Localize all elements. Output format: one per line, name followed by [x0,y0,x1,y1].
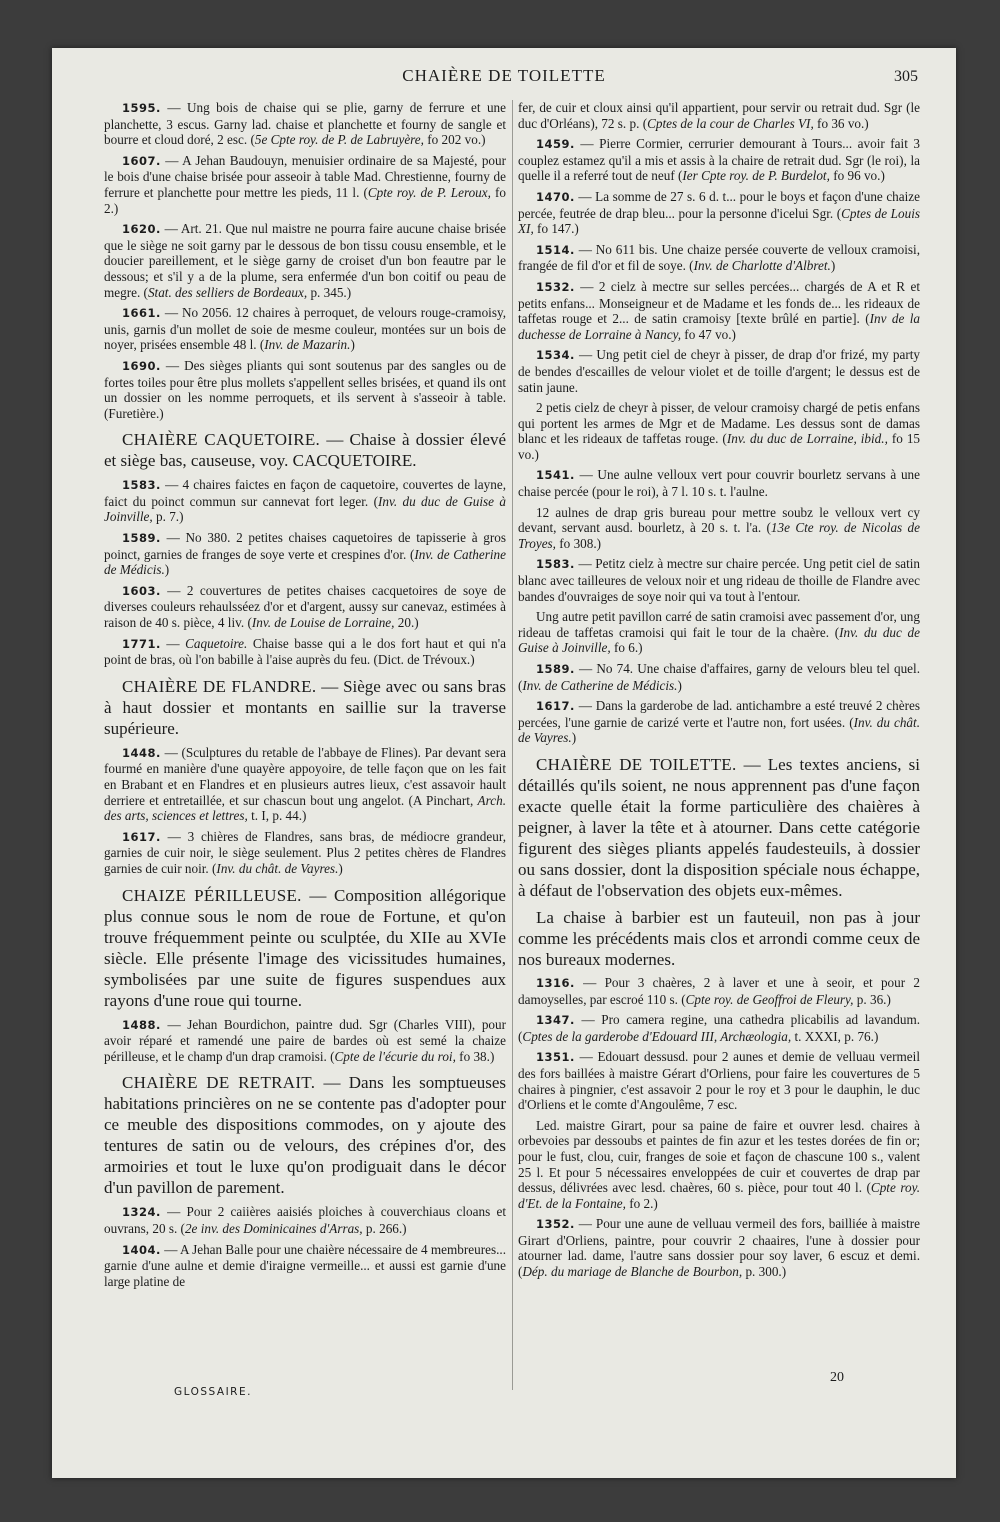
entry-source: Inv. du duc de Guise à Joinville, [518,624,920,656]
entry-date: 1470. [536,189,575,204]
entry-text: 12 aulnes de drap gris bureau pour mettre soubz le velloux vert cy devant, servant ausd. bourletz, à 20 s. t. l'a. ( [518,504,920,536]
headword-definition: — Dans les somptueuses habitations princières on ne se contente pas d'adopter pour ce meuble des dispositions commodes, on y ajoute des tentures de satin ou de velours, des crépines d'or, des armoiries et tout le luxe qu'on prodiguait dans le décor d'un pavillon de parement. [104,1073,506,1198]
entry-date: 1459. [536,137,575,152]
entry-tail: 20.) [394,615,419,631]
entry-text: — No 380. 2 petites chaises caquetoires de tapisserie à gros poinct, garnies de franges de soye verte et crespines d'or. ( [104,530,506,562]
headword-retrait [104,1072,506,1198]
entry-text: — Edouart dessusd. pour 2 aunes et demie de velluau vermeil des fors baillées à maistre Gérart d'Orliens, pour faire les couvertures de 5 chaires à pingnier, c'est assavoir 2 pour le roy et 3 pour le dauphin, le duc d'Orliens et le comte d'Angoulême, 7 esc. [518,1049,920,1113]
entry-text: — (Sculptures du retable de l'abbaye de Flines). Par devant sera fourmé en manière d'une quayère appoyoire, de telle façon que on les fait en Brabant et en Flandres et en plusieurs autres lieux, c'est assavoir hault derriere et entretaillée, et sur chascun bout ung angelot. (A Pinchart, [104,744,506,808]
entry-date: 1620. [122,222,161,237]
entry-source: Caquetoire. [185,635,248,651]
entry-source: Inv de la duchesse de Lorraine à Nancy, [518,311,920,342]
entry-tail: ) [830,258,836,274]
entry-date: 1583. [122,478,161,493]
entry-1347 [518,1012,920,1044]
entry-date: 1347. [536,1013,575,1028]
entry-text: — No 2056. 12 chaires à perroquet, de velours rouge-cramoisy, unis, garnis d'un mollet de soie de mesme couleur, montées sur un bois de noyer, prisées ensemble 48 l. ( [104,305,506,353]
headword-definition: — Siège avec ou sans bras à haut dossier et montants en saillie sur la traverse supérieure. [104,676,506,738]
entry-date: 1603. [122,583,161,598]
entry-tail: ) [338,860,343,876]
entry-date: 1583. [536,557,575,572]
entry-text: — No 611 bis. Une chaize persée couverte de velloux cramoisi, frangée de fil d'or et fil de soye. ( [518,241,920,274]
entry-text: Led. maistre Girart, pour sa paine de faire et ouvrer lesd. chaires à orbevoies par dessoubs et paintes de fin azur et les testes dorées de fin or; pour le fust, clou, cuir, franges de soie et façon de chascune 100 s., valent 25 l. Et pour 5 nécessaires enveloppées de cuir et couvertes de drap par dessus, délivrées avec lesd. chaères, 60 s. pièce, pour tout 40 l. ( [518,1117,920,1196]
entry-text: — La somme de 27 s. 6 d. t... pour le boys et façon d'une chaize percée, feutrée de drap bleu... pour la personne d'icelui Sgr. ( [518,188,920,221]
entry-1589-right [518,661,920,693]
entry-1324 [104,1204,506,1236]
entry-source: Inv. du duc de Lorraine, ibid., [726,431,888,447]
entry-date: 1771. [122,636,161,651]
entry-text: — No 74. Une chaise d'affaires, garny de velours bleu tel quel. ( [518,661,920,693]
entry-text: — Des sièges pliants qui sont soutenus par des sangles ou de fortes toiles pour être plus mollets s'appellent selles brisées, et quand ils ont un dossier on les nomme perroquets, et ils servent à s'asseoir à table. (Furetière.) [104,357,506,421]
entry-date: 1316. [536,975,575,990]
entry-text: — A Jehan Balle pour une chaière nécessaire de 4 membreures... garnie d'une aulne et demie d'iraigne vermeille... et aussi est garnie d'une large platine de [104,1241,506,1289]
headword-title: CHAIÈRE DE TOILETTE. [536,754,737,774]
entry-tail: ) [571,730,577,746]
entry-source: 5e Cpte roy. de P. de Labruyère, [254,132,424,148]
entry-1617 [104,829,506,877]
entry-source: Inv. du duc de Guise à Joinville, [104,493,506,525]
entry-text: fer, de cuir et cloux ainsi qu'il appartient, pour servir ou retrait dud. Sgr (le duc d'Orléans), 72 s. p. ( [518,100,920,131]
page-number: 305 [894,68,918,85]
entry-text: — 4 chaires faictes en façon de caquetoire, couvertes de layne, faict du poinct commun sur cannevat fort leger. ( [104,477,506,509]
entry-text: — Ung petit ciel de cheyr à pisser, de drap d'or frizé, my party de bendes d'escailles de velour violet et de toille d'argent; le dessus est de satin jaune. [518,347,920,395]
entry-date: 1690. [122,358,161,373]
entry-text: Ung autre petit pavillon carré de satin cramoisi avec passement d'or, ung rideau de taffetas cramoisi qui fait le tour de la chaère. ( [518,609,920,640]
entry-text: 2 petis cielz de cheyr à pisser, de velour cramoisy chargé de petis enfans qui portent les armes de Mgr et de Madame. Les dessus sont de damas blanc et les rideaux de taffetas rouge. ( [518,400,920,447]
entry-1607 [104,153,506,216]
entry-source: Inv. de Catherine de Médicis. [104,546,506,578]
entry-source: Cpte roy. d'Et. de la Fontaine, [518,1180,920,1211]
entry-date: 1488. [122,1017,161,1032]
entry-1589 [104,530,506,578]
entry-1448 [104,745,506,824]
entry-text: — [160,635,186,651]
entry-tail: ) [164,562,170,578]
entry-text: — Pro camera regine, una cathedra plicabilis ad lavandum. ( [518,1012,920,1044]
entry-text: — Jehan Bourdichon, paintre dud. Sgr (Charles VIII), pour avoir réparé et ramendé une paire de bardes où est semé la chaize périlleuse, et le champ d'un drap cramoisi. ( [104,1016,506,1064]
entry-text: — Pour 3 chaères, 2 à laver et une à seoir, et pour 2 damoyselles, par escroé 110 s. ( [518,974,920,1007]
entry-date: 1404. [122,1242,161,1257]
signature-mark: 20 [830,1370,844,1385]
entry-date: 1448. [122,745,161,760]
headword-flandre [104,676,506,739]
entry-1617-right [518,698,920,746]
entry-1595 [104,100,506,148]
entry-1514 [518,242,920,274]
entry-tail: p. 300.) [742,1264,787,1280]
entry-source: Cpte de l'écurie du roi, [334,1048,456,1064]
headword-title: CHAIZE PÉRILLEUSE. [122,885,302,905]
entry-tail: fo 2.) [625,1195,658,1211]
entry-date: 1352. [536,1217,575,1232]
headword-title: CHAIÈRE CAQUETOIRE. [122,430,321,450]
entry-source: Cptes de la cour de Charles VI, [647,115,814,131]
entry-text: — Pour 2 caiières aaisiés ploiches à couverchiaus cloans et ouvrans, 20 s. ( [104,1204,506,1236]
entry-text: — Petitz cielz à mectre sur chaire percée. Ung petit ciel de satin blanc avec tailleures de veloux noir et ung rideau de thoille de Flandre avec bandes d'ouvraiges de soye noir qui va tout à l'entour. [518,556,920,604]
entry-source: Inv. du chât. de Vayres. [518,714,920,746]
entry-1532 [518,279,920,342]
entry-tail: p. 36.) [853,991,891,1007]
entry-source: Arch. des arts, sciences et lettres, [104,792,506,824]
entry-1351-cont [518,1118,920,1212]
entry-text: — 2 cielz à mectre sur selles percées... chargés de A et R et petits enfans... Monseigneur et de Madame et les fonds de... les rideaux de taffetas rouge et 2... de satin cramoisy [texte brûlé en partie]. ( [518,278,920,327]
entry-1541-cont [518,505,920,552]
entry-source: Inv. du chât. de Vayres. [216,860,339,876]
footer-glossaire: GLOSSAIRE. [174,1386,252,1398]
entry-tail: ) [350,337,355,353]
entry-tail: Chaise basse qui a le dos fort haut et qui n'a point de bras, où l'on babille à l'aise auprès du feu. (Dict. de Trévoux.) [104,635,507,668]
entry-1771 [104,636,506,668]
left-column [104,100,506,1294]
entry-1351 [518,1049,920,1112]
entry-source: Inv. de Mazarin. [264,337,351,353]
entry-date: 1351. [536,1050,575,1065]
column-rule [512,100,513,1390]
entry-1470 [518,189,920,237]
headword-title: CHAIÈRE DE FLANDRE. [122,676,317,696]
entry-source: Inv. de Charlotte d'Albret. [693,258,831,274]
right-column [518,100,920,1285]
entry-text: — A Jehan Baudouyn, menuisier ordinaire de sa Majesté, pour le bois d'une chaise brisée pour asseoir à table Mad. Chrestienne, fourny de ferrure et planchette pour mettre les pieds, 11 l. ( [104,152,506,200]
entry-1352 [518,1216,920,1279]
headword-caquetoire [104,429,506,471]
entry-1404 [104,1242,506,1290]
entry-source: Cpte roy. de Geoffroi de Fleury, [685,991,854,1007]
entry-tail: fo 47 vo.) [681,326,736,342]
entry-text: — Pierre Cormier, cerrurier demourant à Tours... avoir fait 3 couplez estamez qu'il a mis et assis à la chaire de retrait dud. Sgr (le roi), la quelle il a referré tout de neuf ( [518,136,920,184]
entry-1661 [104,305,506,353]
entry-text: — Pour une aune de velluau vermeil des fors, bailliée à maistre Girart d'Orliens, paintre, pour couvrir 2 chaaires, l'une à dossier pour atourner lad. dame, l'autre sans dossier pour soy laver, 6 escuz et demi. ( [518,1216,920,1280]
entry-source: Cptes de la garderobe d'Edouard III, Archæologia, [522,1028,792,1044]
headword-definition: — Chaise à dossier élevé et siège bas, causeuse, voy. CACQUETOIRE. [104,430,507,471]
entry-tail: p. 7.) [152,509,184,525]
headword-definition: — Composition allégorique plus connue sous le nom de roue de Fortune, et qu'on trouve fréquemment peinte ou sculptée, du XIIe au XVIe siècle. Elle présente l'image des vicissitudes humaines, symbolisées par une suite de figures suspendues aux rayons d'une roue qui tourne. [104,885,506,1010]
entry-source: Cpte roy. de P. Leroux, [367,184,491,200]
entry-source: Stat. des selliers de Bordeaux, [147,284,308,300]
entry-tail: fo 147.) [533,221,579,237]
entry-1583-right [518,556,920,604]
entry-1316 [518,975,920,1007]
entry-source: 2e inv. des Dominicaines d'Arras, [184,1220,363,1236]
book-page [52,48,956,1478]
entry-1603 [104,583,506,631]
entry-date: 1514. [536,242,575,257]
headword-toilette [518,754,920,901]
entry-source: Dép. du mariage de Blanche de Bourbon, [522,1264,743,1280]
entry-1488 [104,1017,506,1065]
entry-date: 1534. [536,348,575,363]
entry-tail: fo 6.) [610,640,643,656]
entry-1534-cont [518,400,920,462]
entry-source: Inv. de Catherine de Médicis. [522,677,678,693]
entry-tail: fo 15 vo.) [518,431,921,462]
entry-1620 [104,221,506,300]
entry-tail: fo 96 vo.) [829,168,885,184]
entry-date: 1607. [122,153,161,168]
entry-tail: p. 345.) [307,284,352,300]
entry-text: — Art. 21. Que nul maistre ne pourra faire aucune chaise brisée que le siège ne soit garny par le dessous de bon tissu cousu ensemble, et le doucier pareillement, et le siège garny de croiset d'un bon feautre par le dessous; et s'il y a de la plume, sera enfermée d'un bon coitif ou peau de megre. ( [104,221,506,300]
entry-source: Ier Cpte roy. de P. Burdelot, [682,168,830,184]
entry-1583-right-cont [518,609,920,656]
headword-title: CHAIÈRE DE RETRAIT. [122,1073,316,1093]
entry-date: 1589. [122,531,161,546]
entry-tail: p. 266.) [362,1220,407,1236]
entry-1690 [104,358,506,421]
entry-tail: fo 2.) [104,184,506,216]
entry-tail: fo 202 vo.) [423,132,486,148]
entry-tail: t. XXXI, p. 76.) [791,1028,879,1044]
entry-source: Cptes de Louis XI, [518,205,920,237]
entry-date: 1661. [122,306,161,321]
entry-text: — 3 chières de Flandres, sans bras, de médiocre grandeur, garnies de cuir noir, le siège seulement. Plus 2 petites chères de Flandres garnies de cuir noir. ( [104,828,506,876]
headword-definition: — Les textes anciens, si détaillés qu'ils soient, ne nous apprennent pas d'une façon exacte quelle était la forme particulière des chaières à peigner, à laver la tête et à atourner. Dans cette catégorie figurent des sièges pliants appelés faudesteuils, à dossier ou sans dossier, dont la disposition spéciale nous échappe, à défaut de l'observation des objets eux-mêmes. [518,754,920,900]
entry-1534 [518,347,920,395]
entry-tail: ) [677,677,682,693]
entry-text: — Une aulne velloux vert pour couvrir bourletz servans à une chaise percée (pour le roi), à 7 l. 10 s. t. l'aulne. [518,467,920,500]
entry-text: — Dans la garderobe de lad. antichambre a esté treuvé 2 chères percées, l'une garnie de carizé verte et l'autre non, fort usées. ( [518,698,920,730]
entry-1583 [104,477,506,525]
entry-date: 1324. [122,1205,161,1220]
entry-tail: fo 36 vo.) [813,115,869,131]
entry-tail: t. I, p. 44.) [247,808,307,824]
entry-text: — 2 couvertures de petites chaises cacquetoires de soye de diverses couleurs rehaulsséez d'or et d'argent, aussy sur canevaz, estimées à raison de 40 s. pièce, 4 liv. ( [104,582,506,631]
entry-tail: fo 38.) [455,1048,495,1064]
running-head: CHAIÈRE DE TOILETTE [402,66,606,85]
entry-date: 1589. [536,662,575,676]
entry-tail: fo 308.) [555,535,602,551]
entry-date: 1617. [536,699,575,714]
entry-continuation [518,100,920,131]
headword-perilleuse [104,885,506,1011]
entry-source: Inv. de Louise de Lorraine, [251,615,395,631]
entry-1459 [518,136,920,184]
entry-text: — Ung bois de chaise qui se plie, garny de ferrure et une planchette, 3 escus. Garny lad. chaise et planchette et fourny de sangle et bourre et cloud doré, 2 esc. ( [104,100,506,148]
entry-date: 1532. [536,279,575,294]
entry-source: 13e Cte roy. de Nicolas de Troyes, [518,520,920,551]
entry-date: 1617. [122,829,161,844]
entry-date: 1595. [122,101,161,115]
paragraph-barbier: La chaise à barbier est un fauteuil, non pas à jour comme les précédents mais clos et arrondi comme ceux de nos bureaux modernes. [518,907,920,969]
entry-1541 [518,467,920,499]
entry-date: 1541. [536,468,575,483]
